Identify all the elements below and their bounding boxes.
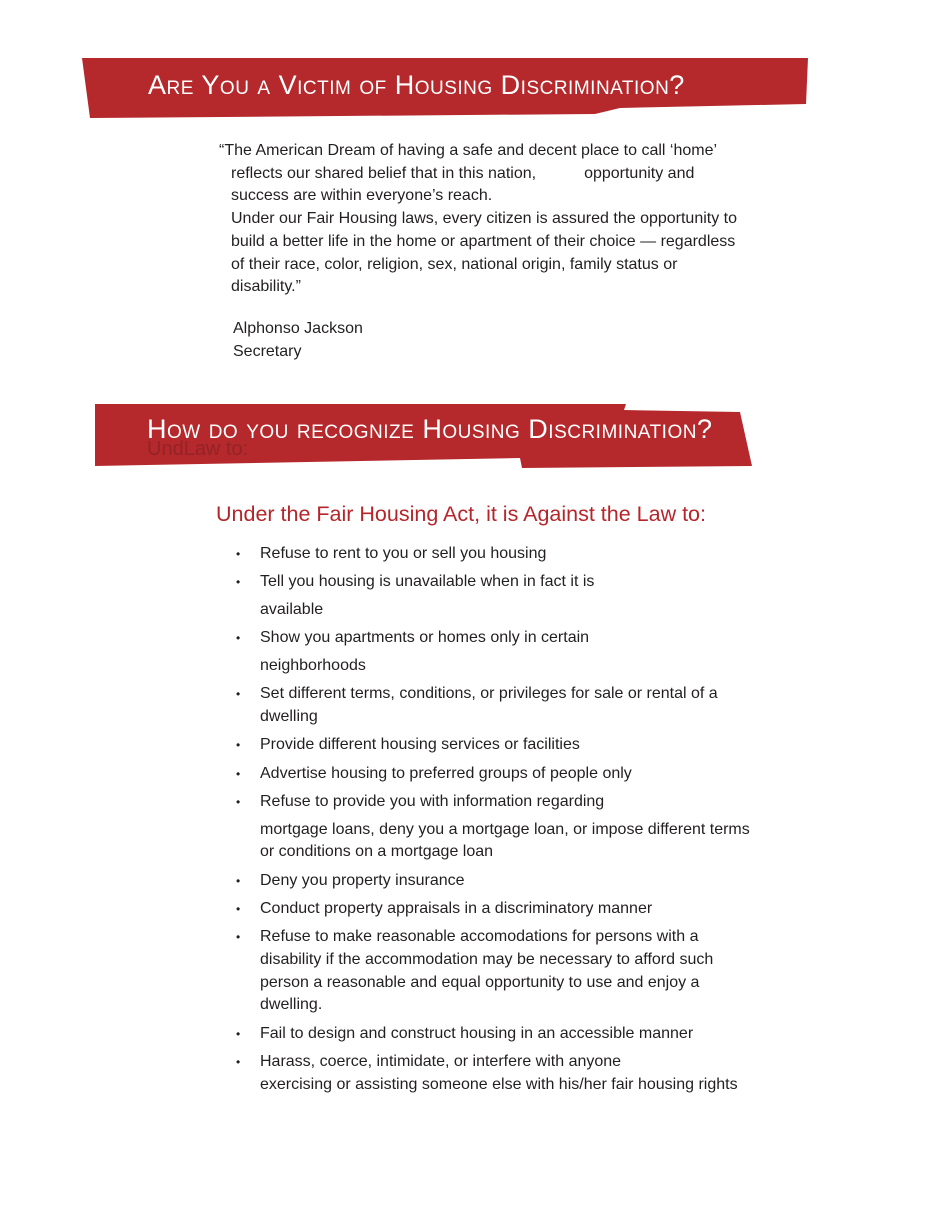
list-item (233, 763, 753, 786)
section-heading: Under the Fair Housing Act, it is Against the Law to: (216, 502, 706, 526)
section-banner-victim (80, 56, 810, 120)
bullet-icon: • (236, 1054, 241, 1069)
signature-title: Secretary (233, 342, 302, 360)
section-title: How do you recognize Housing Discrimination? (147, 414, 713, 444)
list-item (233, 1051, 753, 1096)
page-title: Are You a Victim of Housing Discrimination? (148, 70, 685, 100)
list-item-text: Show you apartments or homes only in certain (260, 629, 590, 647)
bullet-icon: • (236, 766, 241, 781)
quote-block (219, 140, 749, 299)
list-item-text: Fail to design and construct housing in an accessible manner (260, 1024, 694, 1042)
prohibited-practices-list (233, 543, 753, 1102)
list-item-text: exercising or assisting someone else with his/her fair housing rights (260, 1075, 738, 1093)
list-item-text: Provide different housing services or facilities (260, 736, 580, 754)
list-item (233, 571, 753, 621)
bullet-icon: • (236, 687, 241, 702)
list-item (233, 791, 753, 864)
list-item-text: Refuse to make reasonable accomodations for persons with a disability if the accommodation may be necessary to afford such person a reasonable and equal opportunity to use and enjoy a dwelling. (260, 928, 714, 1014)
list-item-text: Advertise housing to preferred groups of people only (260, 764, 632, 782)
list-item (233, 898, 753, 921)
bullet-icon: • (236, 547, 241, 561)
list-item (233, 870, 753, 893)
list-item-text: available (260, 601, 324, 618)
list-item-text: Tell you housing is unavailable when in fact it is (260, 573, 595, 591)
list-item-text: Set different terms, conditions, or privileges for sale or rental of a dwelling (260, 685, 718, 725)
quote-fragment: opportunity and (584, 164, 695, 182)
signature-name: Alphonso Jackson (233, 320, 363, 337)
bullet-icon: • (236, 738, 241, 753)
list-item (233, 734, 753, 757)
bullet-icon: • (236, 873, 241, 888)
list-item (233, 683, 753, 728)
bullet-icon: • (236, 794, 241, 809)
ghost-text: UndLaw to: (147, 438, 249, 460)
bullet-icon: • (236, 930, 241, 945)
list-item-text: Conduct property appraisals in a discriminatory manner (260, 899, 653, 917)
quote-fragment: reflects our shared belief that in this nation, (231, 164, 537, 182)
list-item (233, 1023, 753, 1046)
list-item-text: mortgage loans, deny you a mortgage loan, or impose different terms or conditions on a mortgage loan (260, 820, 750, 861)
bullet-icon: • (236, 1026, 241, 1041)
quote-line (219, 163, 749, 186)
list-item-text: Deny you property insurance (260, 871, 465, 889)
quote-paragraph: Under our Fair Housing laws, every citizen is assured the opportunity to build a better life in the home or apartment of their choice — regardless of their race, color, religion, sex, national origin, family status or disability.” (231, 210, 738, 296)
bullet-icon: • (236, 901, 241, 916)
list-item (233, 926, 753, 1017)
quote-line: “The American Dream of having a safe and decent place to call ‘home’ (219, 142, 718, 159)
list-item-text: Harass, coerce, intimidate, or interfere with anyone (260, 1052, 622, 1070)
bullet-icon: • (236, 575, 241, 590)
quote-line: success are within everyone’s reach. (231, 187, 493, 205)
list-item-text: Refuse to provide you with information regarding (260, 792, 605, 810)
list-item (233, 627, 753, 677)
signature-block (233, 318, 363, 363)
list-item-text: neighborhoods (260, 657, 366, 674)
list-item (233, 543, 753, 566)
bullet-icon: • (236, 631, 241, 646)
list-item-text: Refuse to rent to you or sell you housing (260, 545, 547, 562)
